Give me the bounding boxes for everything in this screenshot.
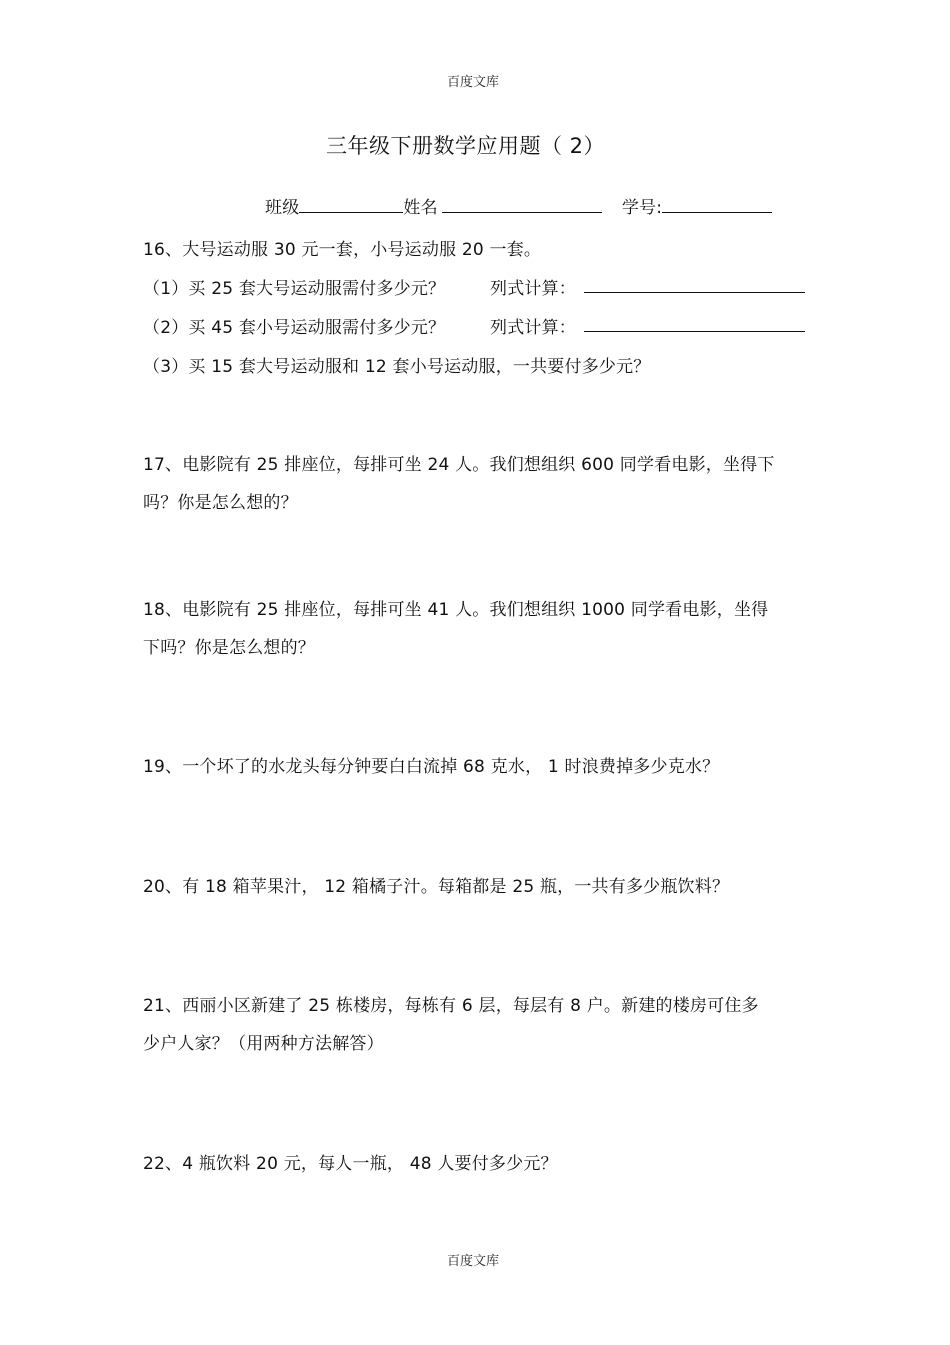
question-17-line-2: 吗？你是怎么想的？: [143, 493, 298, 513]
question-16-part-2: （2）买 45 套小号运动服需付多少元？: [143, 318, 446, 338]
calc-label-2: 列式计算：: [490, 318, 576, 338]
question-18-line-2: 下吗？你是怎么想的？: [143, 638, 315, 658]
calc-blank-2: [584, 331, 805, 332]
name-label: 姓名: [403, 198, 438, 218]
question-21-line-2: 少户人家？（用两种方法解答）: [143, 1034, 384, 1054]
question-20: 20、有 18 箱苹果汁， 12 箱橘子汁。每箱都是 25 瓶，一共有多少瓶饮料？: [143, 877, 730, 897]
calc-blank-1: [584, 292, 805, 293]
question-19: 19、一个坏了的水龙头每分钟要白白流掉 68 克水， 1 时浪费掉多少克水？: [143, 757, 720, 777]
name-blank: [442, 196, 602, 213]
question-18-line-1: 18、电影院有 25 排座位，每排可坐 41 人。我们想组织 1000 同学看电影，坐得: [143, 600, 769, 620]
number-blank: [662, 196, 772, 213]
page-header: 百度文库: [447, 75, 500, 90]
question-21-line-1: 21、西丽小区新建了 25 栋楼房，每栋有 6 层，每层有 8 户。新建的楼房可住多: [143, 996, 759, 1016]
page-footer: 百度文库: [447, 1254, 500, 1269]
calc-label-1: 列式计算：: [490, 279, 576, 299]
question-22: 22、4 瓶饮料 20 元，每人一瓶， 48 人要付多少元？: [143, 1154, 558, 1174]
class-blank: [299, 196, 403, 213]
question-16-part-3: （3）买 15 套大号运动服和 12 套小号运动服，一共要付多少元？: [143, 357, 651, 377]
student-info-row: [265, 193, 772, 218]
number-label: 学号:: [621, 198, 663, 218]
page-title: 三年级下册数学应用题（ 2）: [326, 134, 606, 158]
question-16-part-1: （1）买 25 套大号运动服需付多少元？: [143, 279, 446, 299]
class-label: 班级: [265, 198, 300, 218]
question-16: 16、大号运动服 30 元一套，小号运动服 20 一套。: [143, 240, 542, 260]
question-17-line-1: 17、电影院有 25 排座位，每排可坐 24 人。我们想组织 600 同学看电影，坐得下: [143, 455, 775, 475]
